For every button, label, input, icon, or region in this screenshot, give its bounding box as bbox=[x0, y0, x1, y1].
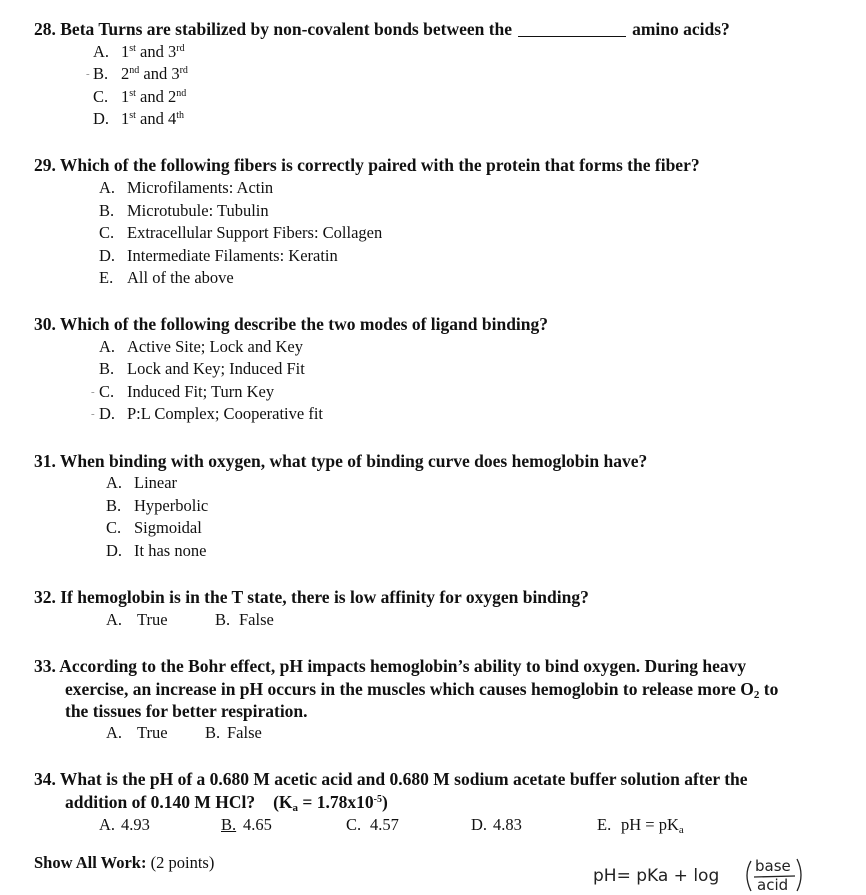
q31-option-d: D. It has none bbox=[106, 541, 207, 560]
q29-option-c: C. Extracellular Support Fibers: Collagen bbox=[99, 223, 383, 242]
q28-option-c: C. 1st and 2nd bbox=[93, 87, 187, 106]
strike-mark: - bbox=[86, 68, 90, 80]
show-work-line bbox=[34, 852, 214, 874]
q34-option-a: A. 4.93 bbox=[99, 815, 150, 834]
question-28-tail: amino acids? bbox=[632, 19, 730, 39]
handwritten-denominator: acid bbox=[757, 876, 789, 894]
q29-option-a: A. Microfilaments: Actin bbox=[99, 178, 274, 197]
q29-option-b: B. Microtubule: Tubulin bbox=[99, 201, 269, 220]
strike-mark: - bbox=[91, 408, 95, 420]
q28-option-d: D. 1st and 4th bbox=[93, 109, 185, 128]
q31-option-b: B. Hyperbolic bbox=[106, 496, 209, 515]
q30-option-a: A. Active Site; Lock and Key bbox=[99, 337, 303, 356]
q34-option-c: C. 4.57 bbox=[346, 815, 399, 834]
handwritten-fraction bbox=[741, 855, 807, 895]
handwritten-numerator: base bbox=[755, 857, 791, 875]
ka-value: $(K_a = 1.78x10^{-5})$ bbox=[273, 792, 388, 814]
show-work-points: (2 points) bbox=[150, 853, 215, 872]
q32-option-b: B. False bbox=[215, 610, 274, 629]
q34-option-e: E. pH = $pK_a$ bbox=[597, 815, 684, 836]
question-31: 31. When binding with oxygen, what type of binding curve does hemoglobin have? bbox=[34, 451, 648, 471]
question-28 bbox=[34, 18, 730, 40]
question-32: 32. If hemoglobin is in the T state, there is low affinity for oxygen binding? bbox=[34, 587, 589, 607]
question-29: 29. Which of the following fibers is correctly paired with the protein that forms the fiber? bbox=[34, 155, 700, 175]
question-33-line-2: exercise, an increase in pH occurs in the muscles which causes hemoglobin to release more $O_2$ to bbox=[65, 679, 779, 701]
q34-option-b: B. 4.65 bbox=[221, 815, 272, 834]
q29-option-d: D. Intermediate Filaments: Keratin bbox=[99, 246, 338, 265]
show-work-label: Show All Work: bbox=[34, 853, 147, 872]
q34-option-d: D. 4.83 bbox=[471, 815, 522, 834]
question-33-line-1: 33. According to the Bohr effect, pH impacts hemoglobin’s ability to bind oxygen. During heavy bbox=[34, 656, 747, 676]
q28-option-a: A. 1st and 3rd bbox=[93, 42, 185, 61]
handwritten-formula: pH= pKa + log bbox=[593, 866, 720, 886]
q30-option-c: C. Induced Fit; Turn Key bbox=[99, 382, 275, 401]
question-30: 30. Which of the following describe the two modes of ligand binding? bbox=[34, 314, 549, 334]
q33-option-b: B. False bbox=[205, 723, 262, 742]
q28-option-b: B. 2nd and 3rd bbox=[93, 64, 188, 83]
question-34-line-2: addition of 0.140 M HCl? $(K_a = 1.78x10^{-5})$ bbox=[65, 792, 388, 814]
q31-option-c: C. Sigmoidal bbox=[106, 518, 202, 537]
answer-blank bbox=[518, 20, 626, 37]
q33-option-a: A. True bbox=[106, 723, 168, 742]
strike-mark: - bbox=[91, 386, 95, 398]
question-34-line-1: 34. What is the pH of a 0.680 M acetic acid and 0.680 M sodium acetate buffer solution after the bbox=[34, 769, 748, 789]
q31-option-a: A. Linear bbox=[106, 473, 178, 492]
question-33-line-3: the tissues for better respiration. bbox=[65, 701, 308, 721]
q30-option-b: B. Lock and Key; Induced Fit bbox=[99, 359, 305, 378]
q29-option-e: E. All of the above bbox=[99, 268, 234, 287]
q30-option-d: D. P:L Complex; Cooperative fit bbox=[99, 404, 323, 423]
q32-option-a: A. True bbox=[106, 610, 168, 629]
question-28-text: 28. Beta Turns are stabilized by non-covalent bonds between the bbox=[34, 19, 513, 39]
